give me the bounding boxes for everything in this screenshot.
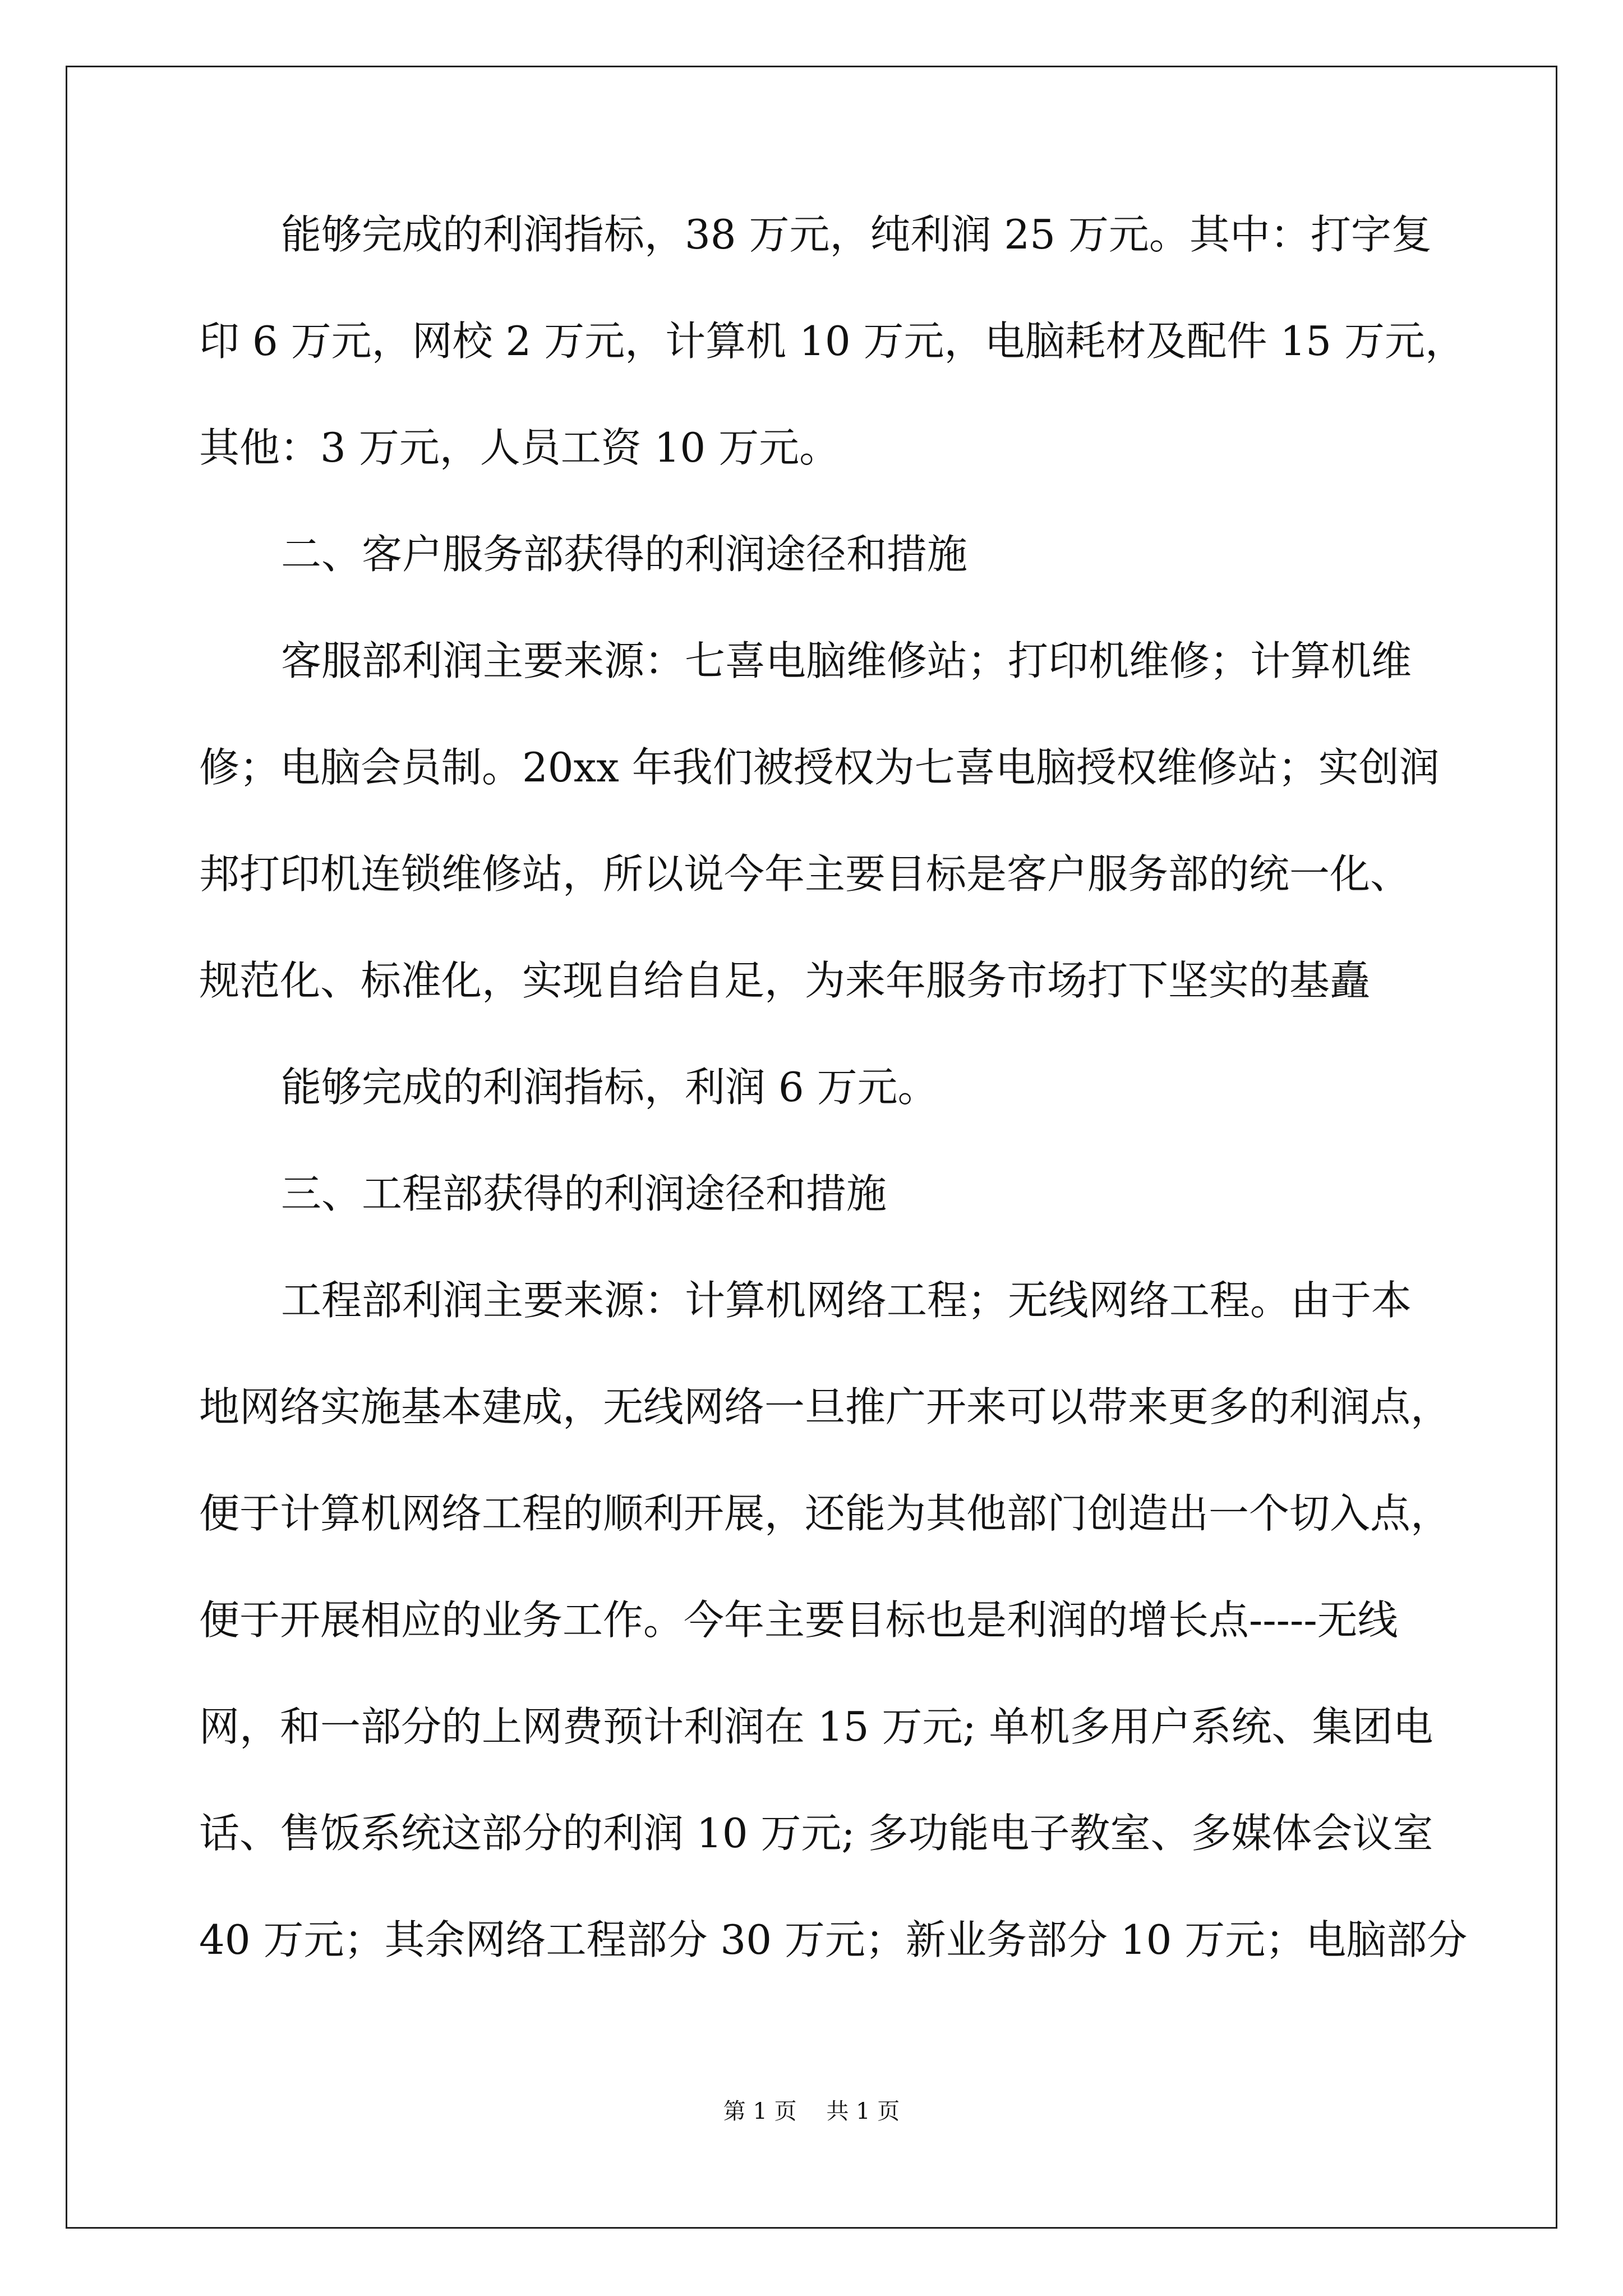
section-heading: 二、客户服务部获得的利润途径和措施	[281, 531, 968, 578]
paragraph-line: 其他：3 万元，人员工资 10 万元。	[199, 424, 840, 471]
paragraph-line: 便于计算机网络工程的顺利开展，还能为其他部门创造出一个切入点，	[199, 1490, 1451, 1537]
paragraph-line: 邦打印机连锁维修站，所以说今年主要目标是客户服务部的统一化、	[199, 850, 1411, 898]
paragraph-line: 工程部利润主要来源：计算机网络工程；无线网络工程。由于本	[281, 1277, 1412, 1324]
paragraph-line: 能够完成的利润指标，利润 6 万元。	[281, 1064, 938, 1111]
paragraph-line: 便于开展相应的业务工作。今年主要目标也是利润的增长点-----无线	[199, 1596, 1398, 1644]
paragraph-line: 客服部利润主要来源：七喜电脑维修站；打印机维修；计算机维	[281, 637, 1412, 684]
paragraph-line: 修；电脑会员制。20xx 年我们被授权为七喜电脑授权维修站；实创润	[199, 744, 1440, 791]
page-footer	[0, 2097, 1623, 2126]
section-heading: 三、工程部获得的利润途径和措施	[281, 1170, 887, 1217]
paragraph-line: 印 6 万元，网校 2 万元，计算机 10 万元，电脑耗材及配件 15 万元，	[199, 318, 1465, 365]
paragraph-line: 地网络实施基本建成，无线网络一旦推广开来可以带来更多的利润点，	[199, 1383, 1451, 1430]
paragraph-line: 40 万元；其余网络工程部分 30 万元；新业务部分 10 万元；电脑部分	[199, 1916, 1468, 1963]
paragraph-line: 话、售饭系统这部分的利润 10 万元; 多功能电子教室、多媒体会议室	[199, 1810, 1433, 1857]
page-number: 第 1 页	[723, 2099, 797, 2124]
paragraph-line: 能够完成的利润指标，38 万元，纯利润 25 万元。其中：打字复	[281, 211, 1432, 258]
paragraph-line: 网，和一部分的上网费预计利润在 15 万元; 单机多用户系统、集团电	[199, 1703, 1433, 1750]
paragraph-line: 规范化、标准化，实现自给自足，为来年服务市场打下坚实的基矗	[199, 957, 1371, 1004]
page-total: 共 1 页	[826, 2099, 900, 2124]
page-border	[66, 66, 1557, 2229]
